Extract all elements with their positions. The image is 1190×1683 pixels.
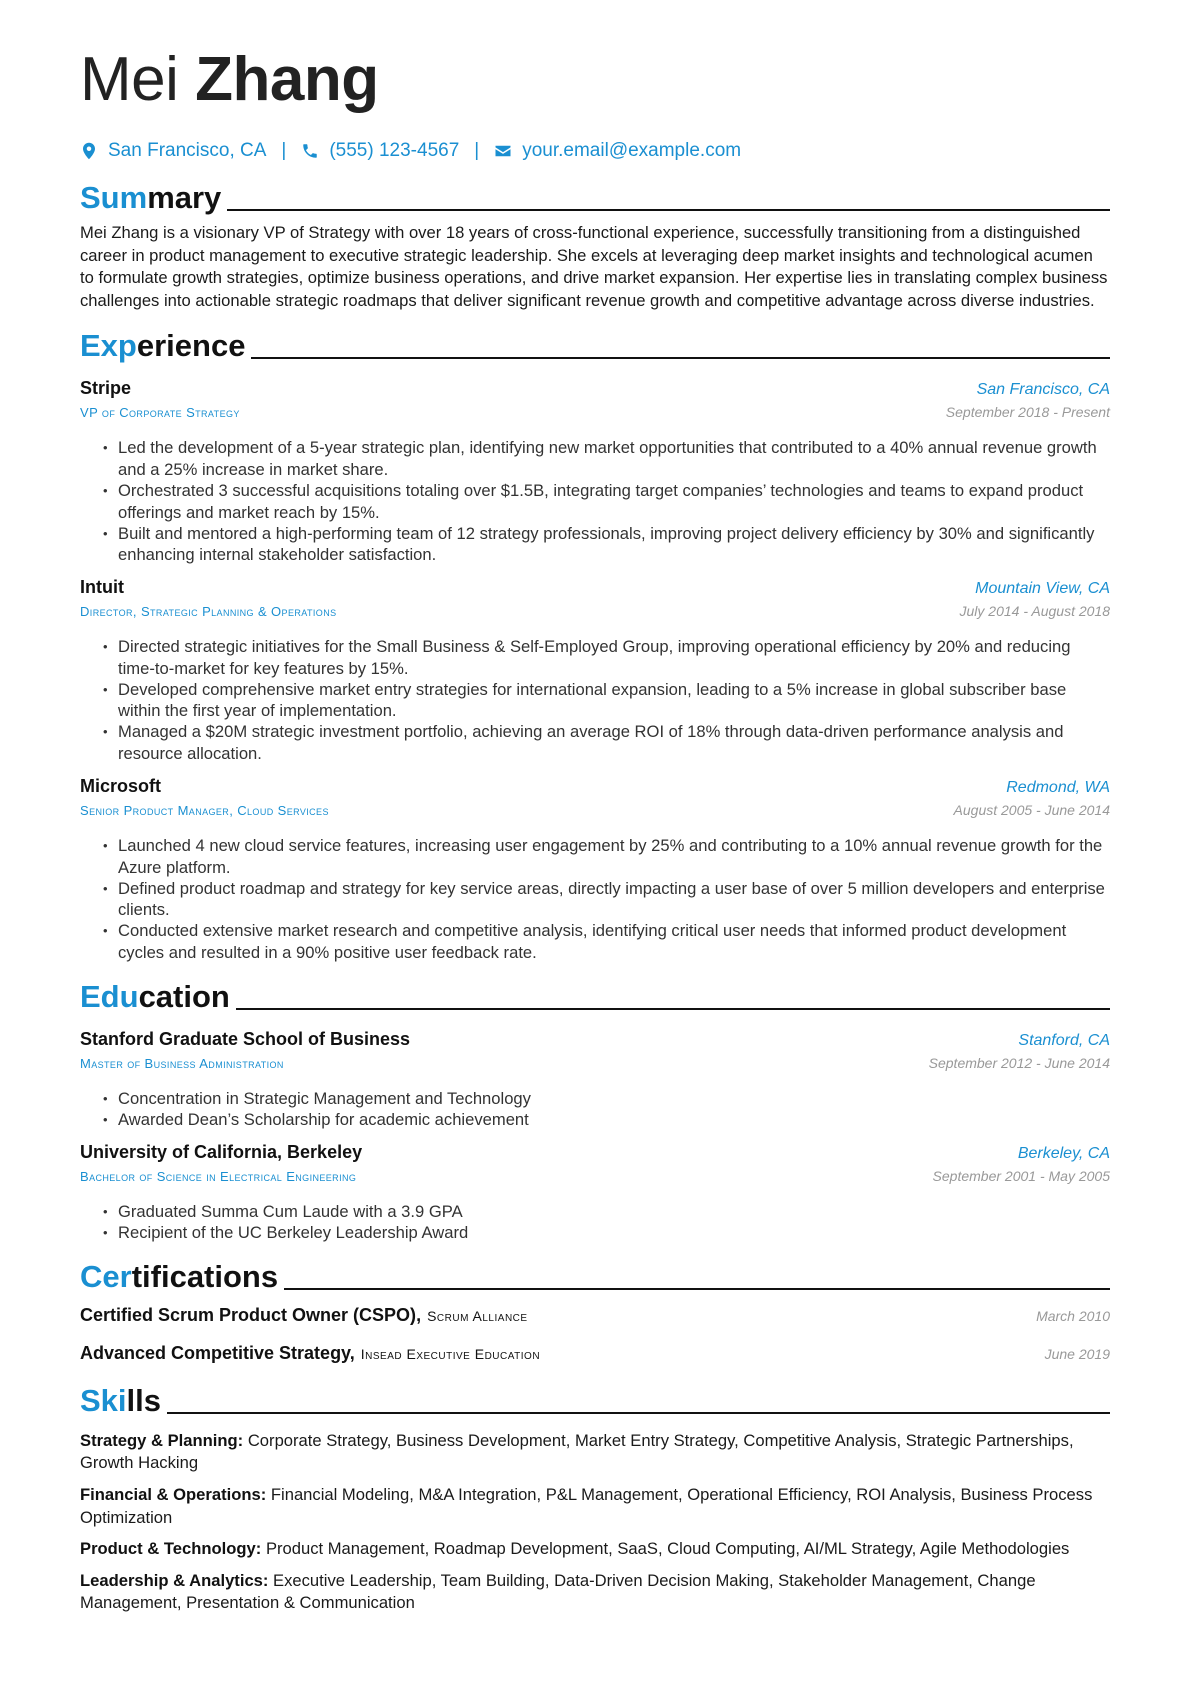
experience-list: [80, 376, 1110, 963]
summary-text: Mei Zhang is a visionary VP of Strategy with over 18 years of cross-functional experience, successfully transitioning from a distinguished career in product management to executive strategic leadership. She excels at leveraging deep market insights and technological acumen to formulate growth strategies, optimize business operations, and drive market expansion. Her expertise lies in translating complex business challenges into actionable strategic roadmaps that deliver significant revenue growth and competitive advantage across diverse industries.: [80, 223, 1108, 310]
heading-rest: cation: [138, 978, 230, 1014]
section-heading-education: [80, 975, 1110, 1017]
organization-name: Microsoft: [80, 775, 161, 796]
certification-list: [80, 1305, 1110, 1373]
bullet-list: [80, 1201, 1110, 1244]
skill-group-label: Product & Technology:: [80, 1539, 262, 1559]
heading-rest: tifications: [131, 1258, 279, 1294]
bullet-item: • Conducted extensive market research and competitive analysis, identifying critical user needs that informed product development cycles and resulted in a 90% positive user feedback rate.: [103, 920, 1110, 963]
entry-subheader-row: [80, 1053, 1110, 1074]
entry-subheader-row: [80, 800, 1110, 821]
contact-separator: |: [281, 140, 287, 161]
organization-name: Stanford Graduate School of Business: [80, 1028, 411, 1049]
entry-role: VP of Corporate Strategy: [80, 405, 240, 421]
skill-group-values: Financial Modeling, M&A Integration, P&L Management, Operational Efficiency, ROI Analysis, Business Process Optimization: [80, 1484, 1093, 1527]
bullet-item: • Directed strategic initiatives for the Small Business & Self-Employed Group, improving operational efficiency by 20% and reducing time-to-market for key features by 15%.: [103, 636, 1110, 679]
bullet-item: • Built and mentored a high-performing team of 12 strategy professionals, improving project delivery efficiency by 30% and significantly enhancing internal stakeholder satisfaction.: [103, 523, 1110, 566]
heading-accent: Sum: [80, 180, 148, 215]
organization-name: Intuit: [80, 577, 124, 598]
entry-header-row: [80, 575, 1110, 601]
certification-row: [80, 1305, 1110, 1335]
entry-location: Stanford, CA: [1018, 1031, 1110, 1049]
skill-group-values: Product Management, Roadmap Development, SaaS, Cloud Computing, AI/ML Strategy, Agile Methodologies: [265, 1539, 1070, 1559]
bullet-item: • Awarded Dean’s Scholarship for academic achievement: [103, 1109, 1110, 1131]
bullet-item: • Launched 4 new cloud service features, increasing user engagement by 25% and contributing to a 10% annual revenue growth for the Azure platform.: [103, 835, 1110, 878]
bullet-item: • Developed comprehensive market entry strategies for international expansion, leading to a 5% increase in global subscriber base within the first year of implementation.: [103, 679, 1110, 722]
entry-role: Director, Strategic Planning & Operations: [80, 604, 337, 620]
entry-location: Redmond, WA: [1006, 778, 1110, 796]
skill-group: [80, 1430, 1110, 1475]
first-name: Mei: [80, 45, 179, 114]
skill-group: [80, 1484, 1110, 1529]
entry-dates: September 2012 - June 2014: [928, 1054, 1110, 1071]
education-list: [80, 1027, 1110, 1244]
phone-icon: [301, 142, 319, 160]
entry-role: Bachelor of Science in Electrical Engineering: [80, 1168, 357, 1184]
entry-dates: September 2018 - Present: [945, 404, 1110, 421]
entry-dates: July 2014 - August 2018: [959, 603, 1110, 620]
contact-separator: |: [474, 140, 480, 161]
section-heading-skills: [80, 1379, 1110, 1421]
contact-location: [80, 140, 266, 162]
education-entry: [80, 1027, 1110, 1131]
heading-rest: erience: [136, 328, 246, 364]
section-rule: [251, 357, 1110, 359]
skill-group-values: Executive Leadership, Team Building, Data-Driven Decision Making, Stakeholder Management, Change Management, Presentation & Communication: [80, 1570, 1036, 1613]
entry-location: Mountain View, CA: [975, 580, 1110, 598]
certification-separator: ,: [349, 1342, 355, 1363]
bullet-item: • Led the development of a 5-year strategic plan, identifying new market opportunities that contributed to a 40% annual revenue growth and a 25% increase in market share.: [103, 437, 1110, 480]
certification-date: June 2019: [1044, 1345, 1110, 1362]
entry-location: Berkeley, CA: [1017, 1144, 1110, 1162]
entry-dates: August 2005 - June 2014: [953, 801, 1110, 818]
entry-header-row: [80, 774, 1110, 800]
entry-header-row: [80, 1027, 1110, 1053]
skill-group-label: Leadership & Analytics:: [80, 1570, 269, 1590]
experience-entry: [80, 774, 1110, 963]
entry-role: Master of Business Administration: [80, 1055, 284, 1071]
email-text: your.email@example.com: [522, 140, 742, 161]
bullet-list: [80, 1088, 1110, 1131]
bullet-list: [80, 437, 1110, 565]
certification-separator: ,: [416, 1304, 422, 1325]
last-name: Zhang: [195, 45, 379, 114]
certification-title: [80, 1305, 528, 1326]
heading-accent: Edu: [80, 978, 139, 1014]
bullet-list: [80, 835, 1110, 963]
entry-dates: September 2001 - May 2005: [932, 1167, 1110, 1184]
contact-bar: [80, 136, 1110, 166]
heading-rest: mary: [147, 180, 222, 215]
experience-entry: [80, 575, 1110, 764]
section-rule: [227, 209, 1110, 211]
heading-rest: lls: [126, 1382, 161, 1418]
section-heading-summary: [80, 176, 1110, 218]
section-heading-certifications: [80, 1255, 1110, 1297]
section-heading-experience: [80, 324, 1110, 366]
section-rule: [167, 1412, 1110, 1414]
certification-date: March 2010: [1036, 1307, 1110, 1324]
heading-accent: Cer: [80, 1258, 132, 1294]
entry-role: Senior Product Manager, Cloud Services: [80, 802, 329, 818]
contact-phone[interactable]: [301, 140, 459, 162]
location-text: San Francisco, CA: [108, 140, 267, 161]
section-rule: [236, 1008, 1110, 1010]
bullet-item: • Orchestrated 3 successful acquisitions totaling over $1.5B, integrating target companies’ technologies and teams to expand product offerings and market reach by 15%.: [103, 480, 1110, 523]
heading-accent: Exp: [80, 328, 137, 364]
certification-name: Certified Scrum Product Owner (CSPO): [80, 1304, 417, 1325]
skill-group-values: Corporate Strategy, Business Development, Market Entry Strategy, Competitive Analysis, Strategic Partnerships, Growth Hacking: [80, 1430, 1074, 1473]
section-rule: [284, 1288, 1110, 1290]
organization-name: University of California, Berkeley: [80, 1141, 363, 1162]
certification-name: Advanced Competitive Strategy: [80, 1342, 350, 1363]
map-pin-icon: [80, 142, 98, 160]
organization-name: Stripe: [80, 378, 132, 399]
bullet-item: • Concentration in Strategic Management and Technology: [103, 1088, 1110, 1110]
certification-row: [80, 1343, 1110, 1373]
entry-header-row: [80, 1140, 1110, 1166]
certification-issuer: Insead Executive Education: [360, 1345, 541, 1362]
experience-entry: [80, 376, 1110, 565]
skill-group-label: Strategy & Planning:: [80, 1430, 244, 1450]
bullet-item: • Recipient of the UC Berkeley Leadership Award: [103, 1222, 1110, 1244]
entry-subheader-row: [80, 1166, 1110, 1187]
skill-group: [80, 1538, 1110, 1561]
bullet-item: • Defined product roadmap and strategy for key service areas, directly impacting a user base of over 5 million developers and enterprise clients.: [103, 878, 1110, 921]
heading-accent: Ski: [80, 1382, 127, 1418]
entry-subheader-row: [80, 601, 1110, 622]
certification-title: [80, 1343, 540, 1364]
skill-group-label: Financial & Operations:: [80, 1484, 267, 1504]
bullet-item: • Managed a $20M strategic investment portfolio, achieving an average ROI of 18% through data-driven performance analysis and resource allocation.: [103, 721, 1110, 764]
entry-location: San Francisco, CA: [976, 381, 1110, 399]
certification-issuer: Scrum Alliance: [427, 1307, 528, 1324]
phone-text: (555) 123-4567: [329, 140, 460, 161]
skill-group: [80, 1570, 1110, 1615]
entry-header-row: [80, 376, 1110, 402]
entry-subheader-row: [80, 402, 1110, 423]
education-entry: [80, 1140, 1110, 1244]
contact-email[interactable]: [494, 140, 741, 162]
bullet-list: [80, 636, 1110, 764]
skills-list: [80, 1430, 1110, 1615]
bullet-item: • Graduated Summa Cum Laude with a 3.9 GPA: [103, 1201, 1110, 1223]
candidate-name: [80, 40, 1110, 120]
envelope-icon: [494, 142, 512, 160]
